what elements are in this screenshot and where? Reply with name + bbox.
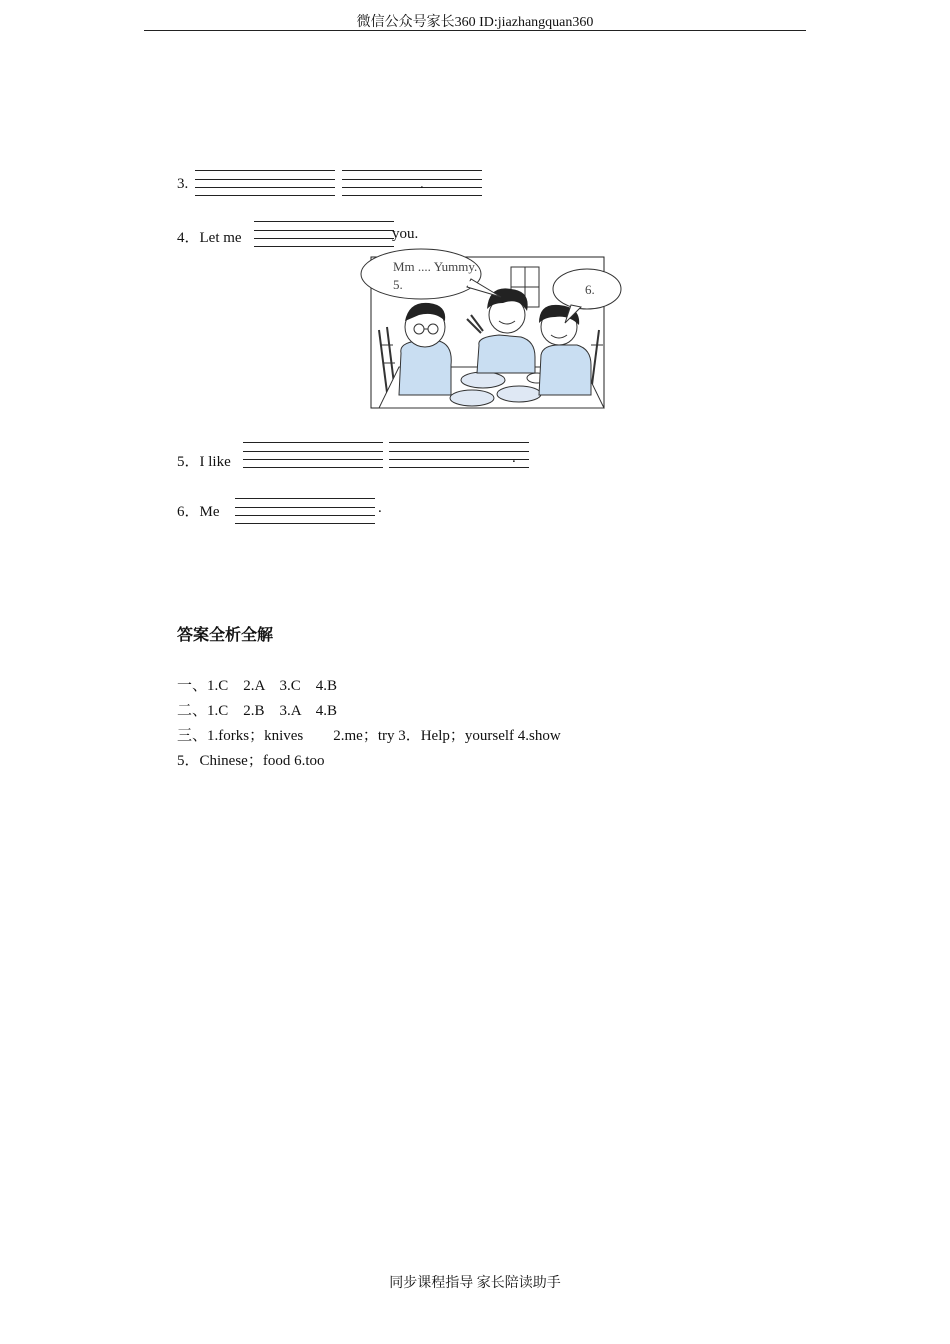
question-5-blank-2[interactable] [389, 442, 529, 470]
question-5-period: . [512, 450, 516, 466]
answers-title: 答案全析全解 [177, 625, 274, 644]
speech-bubble-right-number: 6. [585, 282, 595, 297]
question-4-prompt: 4．Let me [177, 230, 242, 246]
question-3-number: 3. [177, 176, 189, 192]
page-header: 微信公众号家长360 ID:jiazhangquan360 [356, 15, 594, 30]
header-divider [144, 30, 806, 31]
question-5-prompt: 5．I like [177, 454, 231, 470]
question-6-prompt: 6．Me [177, 504, 220, 520]
question-4-trailing: you. [392, 226, 419, 242]
answer-line-4: 5．Chinese；food 6.too [177, 753, 325, 769]
speech-bubble-left-number: 5. [393, 277, 403, 292]
dinner-illustration [359, 245, 623, 410]
question-3-blank-1[interactable] [195, 170, 335, 198]
page-footer: 同步课程指导 家长陪读助手 [389, 1276, 561, 1291]
answer-line-3: 三、1.forks；knives 2.me；try 3．Help；yourself 4.show [177, 728, 561, 744]
dinner-scene-drawing [359, 245, 623, 410]
question-3-blank-2[interactable] [342, 170, 482, 198]
answer-line-2: 二、1.C 2.B 3.A 4.B [177, 703, 338, 719]
question-6-blank[interactable] [235, 498, 375, 526]
question-5-blank-1[interactable] [243, 442, 383, 470]
answer-line-1: 一、1.C 2.A 3.C 4.B [177, 678, 338, 694]
question-6-period: . [378, 500, 382, 516]
speech-bubble-left-text: Mm .... Yummy. [393, 259, 478, 274]
question-3-period: . [420, 176, 424, 192]
